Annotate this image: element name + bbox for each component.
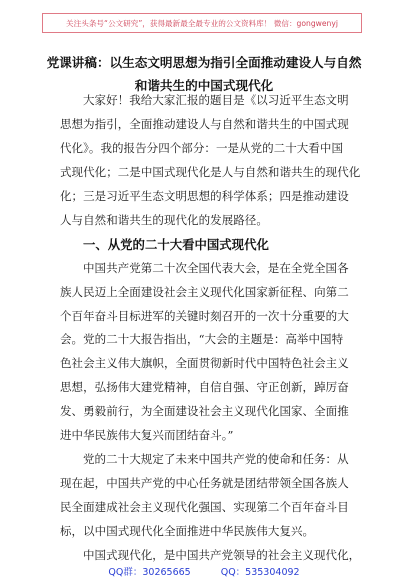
body-line: 标，以中国式现代化全面推进中华民族伟大复兴。 bbox=[60, 524, 315, 538]
body-line: 思想，弘扬伟大建党精神，自信自强、守正创新，踔厉奋 bbox=[60, 380, 349, 394]
body-line: 民全面建成社会主义现代化强国、实现第二个百年奋斗目 bbox=[60, 500, 349, 514]
intro-line: 式现代化；二是中国式现代化是人与自然和谐共生的现代化 bbox=[60, 165, 361, 179]
intro-line: 思想为指引，全面推动建设人与自然和谐共生的中国式现 bbox=[60, 117, 349, 131]
body-line: 现在起，中国共产党的中心任务就是团结带领全国各族人 bbox=[60, 476, 349, 490]
body-line: 中国式现代化，是中国共产党领导的社会主义现代化， bbox=[83, 548, 361, 562]
body-line: 色社会主义伟大旗帜，全面贯彻新时代中国特色社会主义 bbox=[60, 356, 349, 370]
body-line: 个百年奋斗目标进军的关键时刻召开的一次十分重要的大 bbox=[60, 309, 349, 323]
header-banner-text: 关注头条号“公文研究”，获得最新最全最专业的公文资料库！ 微信：gongwenyj bbox=[66, 18, 338, 28]
body-line: 会。党的二十大报告指出，“大会的主题是：高举中国特 bbox=[60, 332, 344, 346]
body-line: 中国共产党第二十次全国代表大会，是在全党全国各 bbox=[83, 261, 349, 275]
body-line: 族人民迈上全面建设社会主义现代化国家新征程、向第二 bbox=[60, 285, 349, 299]
section-heading: 一、从党的二十大看中国式现代化 bbox=[83, 237, 269, 252]
footer-qq: QQ：535304092 bbox=[220, 567, 300, 578]
intro-line: 代化》。我的报告分四个部分：一是从党的二十大看中国 bbox=[60, 141, 343, 155]
intro-line: 化；三是习近平生态文明思想的科学体系；四是推动建设 bbox=[60, 189, 349, 203]
intro-line: 人与自然和谐共生的现代化的发展路径。 bbox=[60, 213, 268, 227]
footer-qq-group: QQ群：30265665 bbox=[108, 567, 191, 578]
body-line: 发、勇毅前行，为全面建设社会主义现代化国家、全面推 bbox=[60, 404, 349, 418]
document-title-line-1: 党课讲稿：以生态文明思想为指引全面推动建设人与自然 bbox=[46, 55, 362, 70]
document-title-line-2: 和谐共生的中国式现代化 bbox=[134, 78, 274, 93]
intro-line: 大家好！我给大家汇报的题目是《以习近平生态文明 bbox=[83, 93, 349, 107]
header-banner bbox=[42, 13, 362, 33]
body-line: 党的二十大规定了未来中国共产党的使命和任务：从 bbox=[83, 452, 349, 466]
footer-contact bbox=[0, 564, 408, 578]
body-line: 进中华民族伟大复兴而团结奋斗。” bbox=[60, 428, 234, 442]
